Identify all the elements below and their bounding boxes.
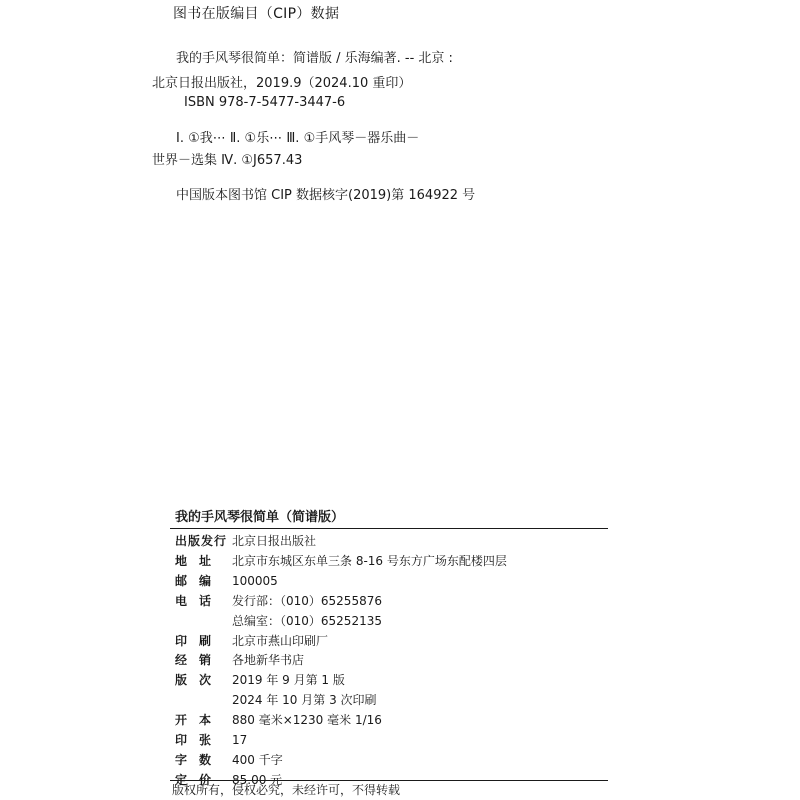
- cip-line-isbn: ISBN 978-7-5477-3447-6: [184, 95, 346, 110]
- cip-line-subjects-cont: 世界－选集 Ⅳ. ①J657.43: [152, 153, 303, 168]
- cip-line-subjects: Ⅰ. ①我⋯ Ⅱ. ①乐⋯ Ⅲ. ①手风琴－器乐曲－: [176, 131, 420, 146]
- colophon-row-label: [175, 635, 223, 647]
- colophon-row-value: 880 毫米×1230 毫米 1/16: [232, 713, 382, 728]
- colophon-label-char: 版: [188, 534, 201, 548]
- colophon-row-label: [175, 555, 223, 567]
- colophon-row-value: 17: [232, 733, 248, 747]
- colophon-label-char: 数: [199, 752, 212, 767]
- colophon-row-label: [175, 535, 227, 547]
- colophon-label-char: 刷: [199, 633, 212, 648]
- colophon-label-char: 字: [175, 752, 188, 767]
- colophon-label-char: 经: [175, 653, 188, 668]
- colophon-row-value: 400 千字: [232, 752, 283, 767]
- colophon-row-value: 85.00 元: [232, 772, 283, 787]
- colophon-row-value: 2024 年 10 月第 3 次印刷: [232, 693, 377, 708]
- colophon-label-char: 张: [199, 733, 212, 747]
- cip-line-publisher: 北京日报出版社，2019.9（2024.10 重印）: [152, 76, 412, 91]
- colophon-row-label: [175, 734, 223, 746]
- colophon-label-char: 编: [199, 573, 212, 588]
- colophon-row-value: 100005: [232, 573, 278, 588]
- colophon-label-char: 址: [199, 553, 212, 568]
- colophon-row-value: 各地新华书店: [232, 653, 305, 668]
- colophon-top-rule: [170, 528, 608, 529]
- colophon-label-char: 话: [199, 593, 212, 608]
- colophon-label-char: 销: [199, 653, 212, 668]
- copyright-notice: 版权所有，侵权必究，未经许可，不得转载: [172, 783, 401, 797]
- colophon-bottom-rule: [170, 780, 608, 781]
- colophon-row-value: 2019 年 9 月第 1 版: [232, 673, 345, 688]
- cip-line-record-number: 中国版本图书馆 CIP 数据核字(2019)第 164922 号: [176, 188, 476, 203]
- colophon-label-char: 本: [199, 713, 212, 728]
- colophon-label-char: 出: [175, 534, 188, 548]
- colophon-row-label: [175, 654, 223, 666]
- colophon-row-label: [175, 714, 223, 726]
- colophon-book-title: 我的手风琴很简单（简谱版）: [175, 510, 345, 525]
- colophon-label-char: 定: [175, 772, 188, 787]
- colophon-label-char: 开: [175, 713, 188, 728]
- colophon-label-char: 印: [175, 733, 188, 747]
- colophon-label-char: 地: [175, 553, 188, 568]
- colophon-row-label: [175, 595, 223, 607]
- colophon-label-char: 版: [175, 673, 188, 688]
- colophon-label-char: 价: [199, 772, 212, 787]
- colophon-row-value: 发行部：（010）65255876: [232, 593, 382, 608]
- cip-heading: 图书在版编目（CIP）数据: [173, 6, 340, 22]
- colophon-row-value: 北京市东城区东单三条 8-16 号东方广场东配楼四层: [232, 553, 507, 568]
- cip-line-title: 我的手风琴很简单：简谱版 / 乐海编著. -- 北京 :: [176, 51, 453, 66]
- colophon-row-value: 总编室：（010）65252135: [232, 613, 382, 628]
- colophon-label-char: 次: [199, 673, 212, 688]
- colophon-row-value: 北京日报出版社: [232, 534, 317, 548]
- colophon-row-label: [175, 754, 223, 766]
- colophon-label-char: 行: [214, 534, 227, 548]
- colophon-row-label: [175, 575, 223, 587]
- colophon-label-char: 发: [201, 534, 214, 548]
- colophon-label-char: 印: [175, 633, 188, 648]
- colophon-label-char: 邮: [175, 573, 188, 588]
- colophon-row-value: 北京市燕山印刷厂: [232, 633, 329, 648]
- colophon-row-label: [175, 674, 223, 686]
- colophon-label-char: 电: [175, 593, 188, 608]
